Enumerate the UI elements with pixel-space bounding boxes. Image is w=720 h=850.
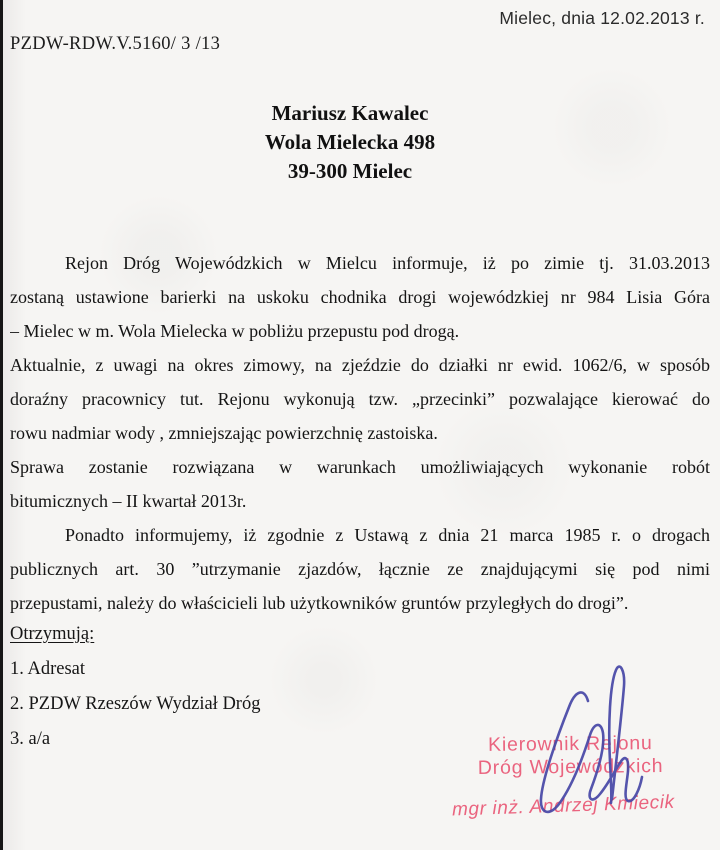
distribution-item-3: 3. a/a	[10, 729, 51, 749]
distribution-section	[10, 617, 430, 757]
reference-number: PZDW-RDW.V.5160/ 3 /13	[10, 34, 221, 54]
stamp-title-line2: Dróg Wojewódzkich	[477, 755, 664, 779]
stamp-signatory-name: mgr inż. Andrzej Kmiecik	[451, 791, 676, 821]
paragraph4-line3: przepustami, należy do właścicieli lub użytkowników gruntów przyległych do drogi”.	[10, 593, 629, 613]
letter-body	[10, 246, 710, 620]
official-stamp-title	[468, 732, 673, 780]
distribution-item-1: 1. Adresat	[10, 659, 86, 679]
addressee-address-line2: 39-300 Mielec	[287, 159, 413, 183]
addressee-name: Mariusz Kawalec	[271, 101, 429, 125]
paragraph3-line2: bitumicznych – II kwartał 2013r.	[10, 491, 247, 511]
distribution-item-2: 2. PZDW Rzeszów Wydział Dróg	[10, 694, 261, 714]
paragraph4-line2: publicznych art. 30 ”utrzymanie zjazdów, łącznie ze znajdującymi się pod nimi	[10, 559, 710, 579]
paragraph3-line1: Sprawa zostanie rozwiązana w warunkach umożliwiających wykonanie robót	[10, 457, 710, 477]
paragraph1-line1: Rejon Dróg Wojewódzkich w Mielcu informuje, iż po zimie tj. 31.03.2013	[65, 253, 710, 273]
distribution-heading: Otrzymują:	[10, 624, 95, 644]
paragraph1-line2: zostaną ustawione barierki na uskoku chodnika drogi wojewódzkiej nr 984 Lisia Góra	[10, 287, 710, 307]
paragraph2-line1: Aktualnie, z uwagi na okres zimowy, na zjeździe do działki nr ewid. 1062/6, w sposób	[10, 355, 710, 375]
stamp-title-line1: Kierownik Rejonu	[487, 732, 653, 756]
paragraph2-line3: rowu nadmiar wody , zmniejszając powierzchnię zastoiska.	[10, 423, 438, 443]
date-line: Mielec, dnia 12.02.2013 r.	[499, 8, 705, 28]
paragraph4-line1: Ponadto informujemy, iż zgodnie z Ustawą z dnia 21 marca 1985 r. o drogach	[65, 525, 710, 545]
paragraph2-line2: doraźny pracownicy tut. Rejonu wykonują tzw. „przecinki” pozwalające kierować do	[10, 389, 710, 409]
addressee-address-line1: Wola Mielecka 498	[264, 130, 436, 154]
addressee-block	[0, 99, 700, 186]
paragraph1-line3: – Mielec w m. Wola Mielecka w pobliżu przepustu pod drogą.	[10, 321, 460, 341]
